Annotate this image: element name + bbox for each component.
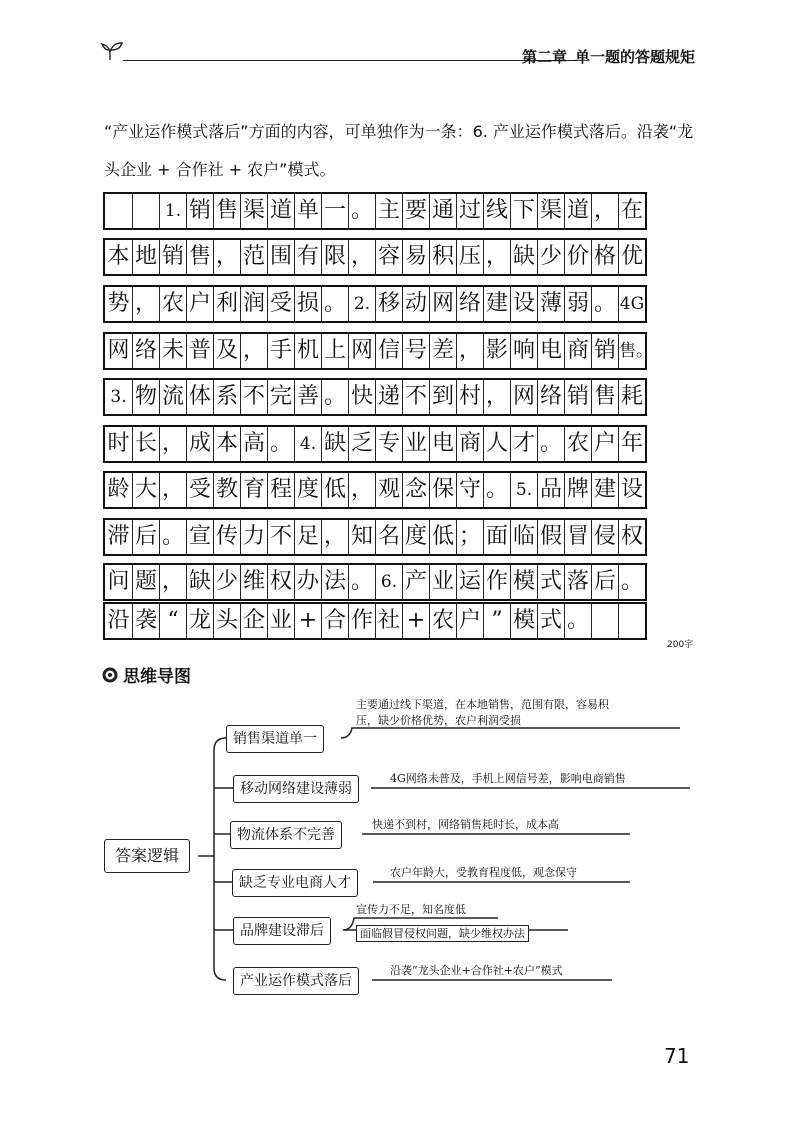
grid-cell: 商 <box>456 427 483 461</box>
grid-cell: 格 <box>591 240 618 274</box>
grid-cell: 未 <box>159 334 186 368</box>
branch-node-logistics: 物流体系不完善 <box>230 821 342 849</box>
grid-cell: 乏 <box>348 427 375 461</box>
grid-cell: 低 <box>429 520 456 554</box>
grid-cell: 缺 <box>510 240 537 274</box>
grid-cell: 。 <box>483 473 510 507</box>
grid-cell: 业 <box>402 427 429 461</box>
grid-cell: ， <box>483 240 510 274</box>
grid-cell: 容 <box>375 240 402 274</box>
grid-cell: 售 <box>591 380 618 414</box>
grid-cell: 4. <box>294 427 321 461</box>
grid-cell: 。 <box>321 287 348 321</box>
grid-cell: ， <box>591 194 618 228</box>
leaf-text: 宣传力不足，知名度低 <box>356 903 466 916</box>
grid-cell: 设 <box>618 473 645 507</box>
grid-cell: 农 <box>429 604 456 638</box>
grid-cell: 滞 <box>107 524 130 549</box>
grid-cell: 差 <box>429 334 456 368</box>
grid-cell: 沿 <box>107 608 130 633</box>
grid-cell: 3. <box>110 387 127 407</box>
grid-cell: 善 <box>294 380 321 414</box>
grid-cell: 响 <box>510 334 537 368</box>
grid-cell: 本 <box>213 427 240 461</box>
grid-cell: “ <box>159 604 186 638</box>
grid-cell: 题 <box>132 565 159 599</box>
grid-cell: 。 <box>537 427 564 461</box>
chapter-number: 第二章 <box>521 48 567 66</box>
grid-cell: + <box>294 604 321 638</box>
grid-cell: 育 <box>240 473 267 507</box>
grid-cell: 商 <box>564 334 591 368</box>
grid-cell: 单 <box>294 194 321 228</box>
grid-cell: 保 <box>429 473 456 507</box>
grid-cell: 压 <box>456 240 483 274</box>
grid-cell: 移 <box>375 287 402 321</box>
grid-cell: 念 <box>402 473 429 507</box>
grid-cell: 体 <box>186 380 213 414</box>
grid-cell: 后 <box>132 520 159 554</box>
header-rule <box>123 60 577 61</box>
grid-row <box>103 238 647 276</box>
grid-cell: 手 <box>267 334 294 368</box>
grid-cell: 后 <box>591 565 618 599</box>
grid-cell: 户 <box>186 287 213 321</box>
grid-cell: 企 <box>240 604 267 638</box>
grid-cell: 不 <box>267 520 294 554</box>
grid-row <box>103 332 653 370</box>
grid-cell: 合 <box>321 604 348 638</box>
intro-line-2: 头企业 + 合作社 + 农户”模式。 <box>104 160 336 179</box>
grid-cell: 时 <box>107 431 130 456</box>
grid-cell: 维 <box>240 565 267 599</box>
grid-cell: 侵 <box>591 520 618 554</box>
grid-cell: 到 <box>429 380 456 414</box>
grid-cell: 范 <box>240 240 267 274</box>
grid-cell: 快 <box>348 380 375 414</box>
grid-row <box>103 602 647 640</box>
leaf-text: 面临假冒侵权问题，缺少维权办法 <box>356 925 529 942</box>
grid-row <box>103 285 647 323</box>
grid-cell: 式 <box>537 604 564 638</box>
grid-cell: 。 <box>591 287 618 321</box>
grid-cell: 1. <box>159 194 186 228</box>
grid-cell: 及 <box>213 334 240 368</box>
grid-cell: 。 <box>564 604 591 638</box>
grid-cell: ， <box>483 380 510 414</box>
mind-map-title <box>102 662 191 687</box>
grid-cell: 系 <box>213 380 240 414</box>
branch-node-mobile-network: 移动网络建设薄弱 <box>233 775 359 803</box>
grid-cell: 教 <box>213 473 240 507</box>
grid-cell: 流 <box>159 380 186 414</box>
grid-cell: 道 <box>564 194 591 228</box>
grid-cell: 利 <box>213 287 240 321</box>
grid-cell: 权 <box>618 520 645 554</box>
grid-cell: 售 <box>186 240 213 274</box>
grid-cell: 。 <box>267 427 294 461</box>
branch-node-industry-model: 产业运作模式落后 <box>233 967 359 995</box>
grid-cell: 受 <box>267 287 294 321</box>
grid-cell: 业 <box>267 604 294 638</box>
grid-cell: ， <box>159 565 186 599</box>
grid-cell: ， <box>348 473 375 507</box>
grid-cell: 运 <box>456 565 483 599</box>
grid-cell: 临 <box>510 520 537 554</box>
grid-cell: 电 <box>537 334 564 368</box>
grid-cell <box>618 604 645 638</box>
grid-cell: 低 <box>321 473 348 507</box>
grid-cell: ； <box>456 520 483 554</box>
grid-row <box>103 192 647 230</box>
leaf-underline <box>341 728 680 738</box>
grid-cell: 5. <box>510 473 537 507</box>
grid-cell: 业 <box>429 565 456 599</box>
grid-cell: 势 <box>107 291 130 316</box>
grid-cell: 式 <box>537 565 564 599</box>
grid-cell: 普 <box>186 334 213 368</box>
grid-cell: 缺 <box>321 427 348 461</box>
leaf-text: 主要通过线下渠道，在本地销售，范围有限，容易积 <box>356 698 609 711</box>
grid-cell: 长 <box>132 427 159 461</box>
grid-cell: 上 <box>321 334 348 368</box>
grid-row <box>103 471 647 509</box>
grid-cell: ， <box>213 240 240 274</box>
grid-cell: 建 <box>483 287 510 321</box>
flower-badge-icon <box>102 667 118 683</box>
grid-cell: 地 <box>132 240 159 274</box>
grid-cell: 网 <box>429 287 456 321</box>
grid-cell: 袭 <box>132 604 159 638</box>
grid-cell: 销 <box>186 194 213 228</box>
grid-cell: 销 <box>591 334 618 368</box>
grid-cell: 年 <box>618 427 645 461</box>
grid-cell: 围 <box>267 240 294 274</box>
grid-cell: 完 <box>267 380 294 414</box>
grid-cell: 作 <box>483 565 510 599</box>
grid-cell: 作 <box>348 604 375 638</box>
grid-cell: 守 <box>456 473 483 507</box>
grid-cell: 易 <box>402 240 429 274</box>
grid-cell: 2. <box>348 287 375 321</box>
grid-cell: 络 <box>132 334 159 368</box>
grid-cell: 机 <box>294 334 321 368</box>
grid-row <box>103 425 647 463</box>
grid-cell: 建 <box>591 473 618 507</box>
grid-cell: 动 <box>402 287 429 321</box>
grid-cell: 度 <box>402 520 429 554</box>
branch-spine <box>214 738 226 980</box>
branch-node-talent: 缺乏专业电商人才 <box>232 869 358 897</box>
grid-cell: 。 <box>348 194 375 228</box>
grid-cell: 有 <box>294 240 321 274</box>
grid-cell: 。 <box>348 565 375 599</box>
grid-row <box>103 563 647 601</box>
grid-cell: 积 <box>429 240 456 274</box>
grid-cell: 通 <box>429 194 456 228</box>
grid-cell: 道 <box>267 194 294 228</box>
grid-cell: ， <box>159 473 186 507</box>
sprout-icon <box>97 38 125 58</box>
grid-cell: 大 <box>132 473 159 507</box>
grid-row <box>103 378 647 416</box>
grid-cell: 度 <box>294 473 321 507</box>
grid-cell: 品 <box>537 473 564 507</box>
grid-cell: 农 <box>564 427 591 461</box>
grid-cell: 户 <box>591 427 618 461</box>
grid-cell: 影 <box>483 334 510 368</box>
grid-cell: 户 <box>456 604 483 638</box>
grid-cell: 产 <box>402 565 429 599</box>
grid-cell: + <box>402 604 429 638</box>
grid-cell <box>105 194 132 228</box>
intro-paragraph <box>104 113 704 189</box>
grid-cell: 问 <box>107 569 130 594</box>
grid-cell: 润 <box>240 287 267 321</box>
branch-node-sales-channel: 销售渠道单一 <box>226 725 324 753</box>
grid-cell: 线 <box>483 194 510 228</box>
grid-cell: 。 <box>321 380 348 414</box>
leaf-text: 快递不到村，网络销售耗时长，成本高 <box>372 818 559 831</box>
grid-cell: 法 <box>321 565 348 599</box>
grid-cell: 薄 <box>537 287 564 321</box>
grid-cell: 受 <box>186 473 213 507</box>
grid-cell: 落 <box>564 565 591 599</box>
grid-cell: 售。 <box>618 334 645 368</box>
grid-cell: 办 <box>294 565 321 599</box>
chapter-title: 单一题的答题规矩 <box>574 48 695 66</box>
grid-cell: 模 <box>510 565 537 599</box>
grid-cell: 渠 <box>240 194 267 228</box>
grid-cell: 耗 <box>618 380 645 414</box>
grid-cell: 4G <box>618 287 645 321</box>
grid-cell: 优 <box>618 240 645 274</box>
grid-cell: ， <box>159 427 186 461</box>
grid-cell: 在 <box>618 194 645 228</box>
grid-cell: 。 <box>618 565 645 599</box>
grid-cell: 下 <box>510 194 537 228</box>
grid-cell: 络 <box>456 287 483 321</box>
grid-cell: 递 <box>375 380 402 414</box>
grid-cell: 观 <box>375 473 402 507</box>
grid-cell: 名 <box>375 520 402 554</box>
grid-cell: 。 <box>159 520 186 554</box>
grid-cell: 少 <box>537 240 564 274</box>
intro-line-1: “产业运作模式落后”方面的内容，可单独作为一条：6. 产业运作模式落后。沿袭“龙 <box>104 122 694 141</box>
grid-cell <box>591 604 618 638</box>
grid-cell: 传 <box>213 520 240 554</box>
grid-cell: 限 <box>321 240 348 274</box>
grid-cell: 网 <box>510 380 537 414</box>
grid-cell: 络 <box>537 380 564 414</box>
grid-cell: 物 <box>132 380 159 414</box>
grid-cell: 渠 <box>537 194 564 228</box>
grid-cell: 村 <box>456 380 483 414</box>
grid-cell: 模 <box>510 604 537 638</box>
grid-cell: 网 <box>107 338 130 363</box>
grid-cell: 冒 <box>564 520 591 554</box>
grid-cell: 主 <box>375 194 402 228</box>
grid-cell <box>132 194 159 228</box>
grid-cell: ， <box>456 334 483 368</box>
grid-cell: 假 <box>537 520 564 554</box>
grid-cell: 专 <box>375 427 402 461</box>
grid-cell: 信 <box>375 334 402 368</box>
grid-cell: 知 <box>348 520 375 554</box>
grid-cell: ， <box>348 240 375 274</box>
grid-cell: ” <box>483 604 510 638</box>
word-count: 200字 <box>667 640 694 650</box>
page-header <box>95 32 695 72</box>
grid-cell: 不 <box>402 380 429 414</box>
grid-cell: 权 <box>267 565 294 599</box>
grid-cell: 才 <box>510 427 537 461</box>
page-number: 71 <box>664 1044 690 1068</box>
grid-cell: 销 <box>159 240 186 274</box>
grid-cell: 缺 <box>186 565 213 599</box>
grid-cell: 足 <box>294 520 321 554</box>
grid-cell: 面 <box>483 520 510 554</box>
grid-cell: 本 <box>107 244 130 269</box>
grid-cell: 头 <box>213 604 240 638</box>
grid-cell: 高 <box>240 427 267 461</box>
grid-cell: 一 <box>321 194 348 228</box>
root-node: 答案逻辑 <box>104 839 190 873</box>
grid-cell: 程 <box>267 473 294 507</box>
grid-row <box>103 518 647 556</box>
grid-cell: 售 <box>213 194 240 228</box>
grid-cell: 号 <box>402 334 429 368</box>
branch-node-brand: 品牌建设滞后 <box>233 917 331 945</box>
grid-cell: ， <box>321 520 348 554</box>
grid-cell: 宣 <box>186 520 213 554</box>
grid-cell: 电 <box>429 427 456 461</box>
grid-cell: 力 <box>240 520 267 554</box>
grid-cell: 农 <box>159 287 186 321</box>
chapter-heading <box>514 46 695 67</box>
grid-cell: 网 <box>348 334 375 368</box>
grid-cell: 少 <box>213 565 240 599</box>
grid-cell: 不 <box>240 380 267 414</box>
grid-cell: 过 <box>456 194 483 228</box>
grid-cell: 龙 <box>186 604 213 638</box>
leaf-text: 沿袭“龙头企业+合作社+农户”模式 <box>390 964 563 977</box>
leaf-text: 4G网络未普及，手机上网信号差，影响电商销售 <box>390 772 626 785</box>
grid-cell: 成 <box>186 427 213 461</box>
mind-map <box>0 690 800 1010</box>
grid-cell: ， <box>240 334 267 368</box>
grid-cell: 社 <box>375 604 402 638</box>
grid-cell: 价 <box>564 240 591 274</box>
grid-cell: 损 <box>294 287 321 321</box>
grid-cell: 龄 <box>107 477 130 502</box>
grid-cell: 设 <box>510 287 537 321</box>
grid-cell: 销 <box>564 380 591 414</box>
grid-cell: 6. <box>375 565 402 599</box>
mind-map-title-text: 思维导图 <box>123 667 191 687</box>
leaf-text: 农户年龄大，受教育程度低，观念保守 <box>390 866 577 879</box>
grid-cell: 牌 <box>564 473 591 507</box>
leaf-text: 压，缺少价格优势，农户利润受损 <box>356 714 521 727</box>
grid-cell: ， <box>132 287 159 321</box>
grid-cell: 人 <box>483 427 510 461</box>
grid-cell: 弱 <box>564 287 591 321</box>
grid-cell: 要 <box>402 194 429 228</box>
